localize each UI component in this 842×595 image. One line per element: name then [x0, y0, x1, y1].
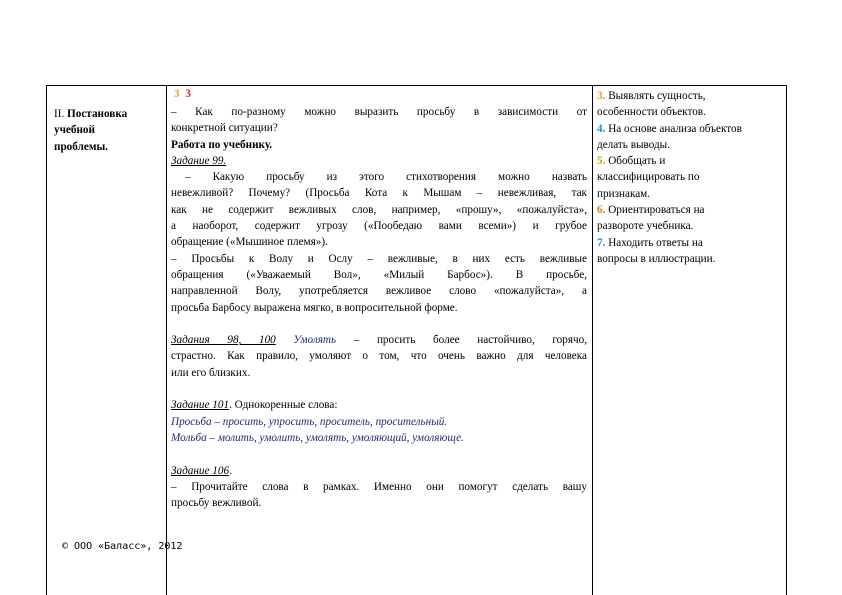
stage-line-1	[54, 106, 162, 122]
t98-line-1-rest: – просить более настойчиво, горячо,	[336, 334, 588, 347]
table-left-border	[46, 85, 47, 595]
skill-4	[597, 121, 783, 154]
skill-5-num: 5.	[597, 155, 606, 168]
skill-5	[597, 153, 783, 202]
skill-6	[597, 202, 783, 235]
skill-6-num: 6.	[597, 204, 606, 217]
skill-5-line-1: Обобщать и	[605, 155, 666, 168]
t98-line-3: или его близких.	[171, 366, 251, 379]
skill-7-line-2: вопросы в иллюстрации.	[597, 252, 716, 265]
task106-dot: .	[229, 464, 232, 477]
t101-heading	[171, 397, 587, 413]
t101-line-1: Просьба – просить, упросить, проситель, просительный.	[171, 415, 448, 428]
t106-line-1: – Прочитайте слова в рамках. Именно они помогут сделать вашу	[171, 480, 587, 493]
skill-4-line-2: делать выводы.	[597, 138, 670, 151]
column-divider-1	[166, 85, 167, 595]
t99-line-6: – Просьбы к Волу и Ослу – вежливые, в них есть вежливые	[171, 252, 587, 265]
skill-7	[597, 235, 783, 268]
q-intro-2: конкретной ситуации?	[171, 122, 278, 135]
content-cell	[171, 104, 587, 511]
skill-4-num: 4.	[597, 122, 606, 135]
copyright-footer: © ООО «Баласс», 2012	[62, 541, 183, 552]
task106-label: Задание 106	[171, 464, 230, 477]
skills-cell	[597, 88, 783, 267]
t101-line-2: Мольба – молить, умолить, умолять, умоляющий, умоляюще.	[171, 431, 464, 444]
skill-4-line-1: На основе анализа объектов	[605, 122, 742, 135]
skill-5-line-3: признакам.	[597, 187, 651, 200]
stage-number: II.	[54, 108, 65, 120]
marks	[174, 86, 191, 102]
skill-3-num: 3.	[597, 90, 606, 102]
stage-cell	[54, 106, 162, 155]
task101-rest: . Однокоренные слова:	[229, 399, 338, 412]
column-divider-2	[592, 85, 593, 595]
t99-line-4: а наоборот, содержит угрозу («Пообедаю вами всеми») и грубое	[171, 220, 587, 233]
t98-line-1	[171, 332, 587, 348]
t106-heading	[171, 463, 587, 479]
task98-label: Задания 98, 100	[171, 334, 276, 347]
skill-6-line-2: развороте учебника.	[597, 220, 694, 233]
stage-title-3: проблемы.	[54, 140, 108, 153]
task101-label: Задание 101	[171, 399, 230, 412]
stage-title-1: Постановка	[67, 108, 128, 120]
skill-7-num: 7.	[597, 236, 606, 249]
mark-b: 3	[185, 88, 191, 100]
t99-line-8: направленной Волу, употребляется вежливое слово «пожалуйста», а	[171, 285, 587, 298]
work-label: Работа по учебнику.	[171, 138, 273, 151]
skill-3	[597, 88, 783, 121]
t99-line-1: – Какую просьбу из этого стихотворения можно назвать	[185, 171, 587, 184]
skill-3-line-1: Выявлять сущность,	[605, 90, 706, 102]
table-right-border	[786, 85, 787, 595]
mark-a: 3	[174, 88, 180, 100]
t98-line-2: страстно. Как правило, умоляют о том, что очень важно для человека	[171, 350, 587, 363]
skill-3-line-2: особенности объектов.	[597, 106, 706, 119]
skill-7-line-1: Находить ответы на	[605, 236, 703, 249]
task99-label: Задание 99.	[171, 154, 227, 167]
t99-line-2: невежливой? Почему? (Просьба Кота к Мышам – невежливая, так	[171, 187, 587, 200]
table-top-border	[46, 85, 787, 86]
stage-title-2: учебной	[54, 124, 95, 137]
task98-word: Умолять	[293, 334, 337, 347]
t99-line-9: просьба Барбосу выражена мягко, в вопросительной форме.	[171, 301, 458, 314]
q-intro-1: – Как по-разному можно выразить просьбу в зависимости от	[171, 106, 587, 118]
t99-line-3: как не содержит вежливых слов, например, «прошу», «пожалуйста»,	[171, 203, 587, 216]
skill-5-line-2: классифицировать по	[597, 171, 700, 184]
t106-line-2: просьбу вежливой.	[171, 497, 262, 510]
t99-line-7: обращения («Уважаемый Вол», «Милый Барбос»). В просьбе,	[171, 268, 587, 281]
skill-6-line-1: Ориентироваться на	[605, 204, 705, 217]
t99-line-5: обращение («Мышиное племя»).	[171, 236, 328, 249]
